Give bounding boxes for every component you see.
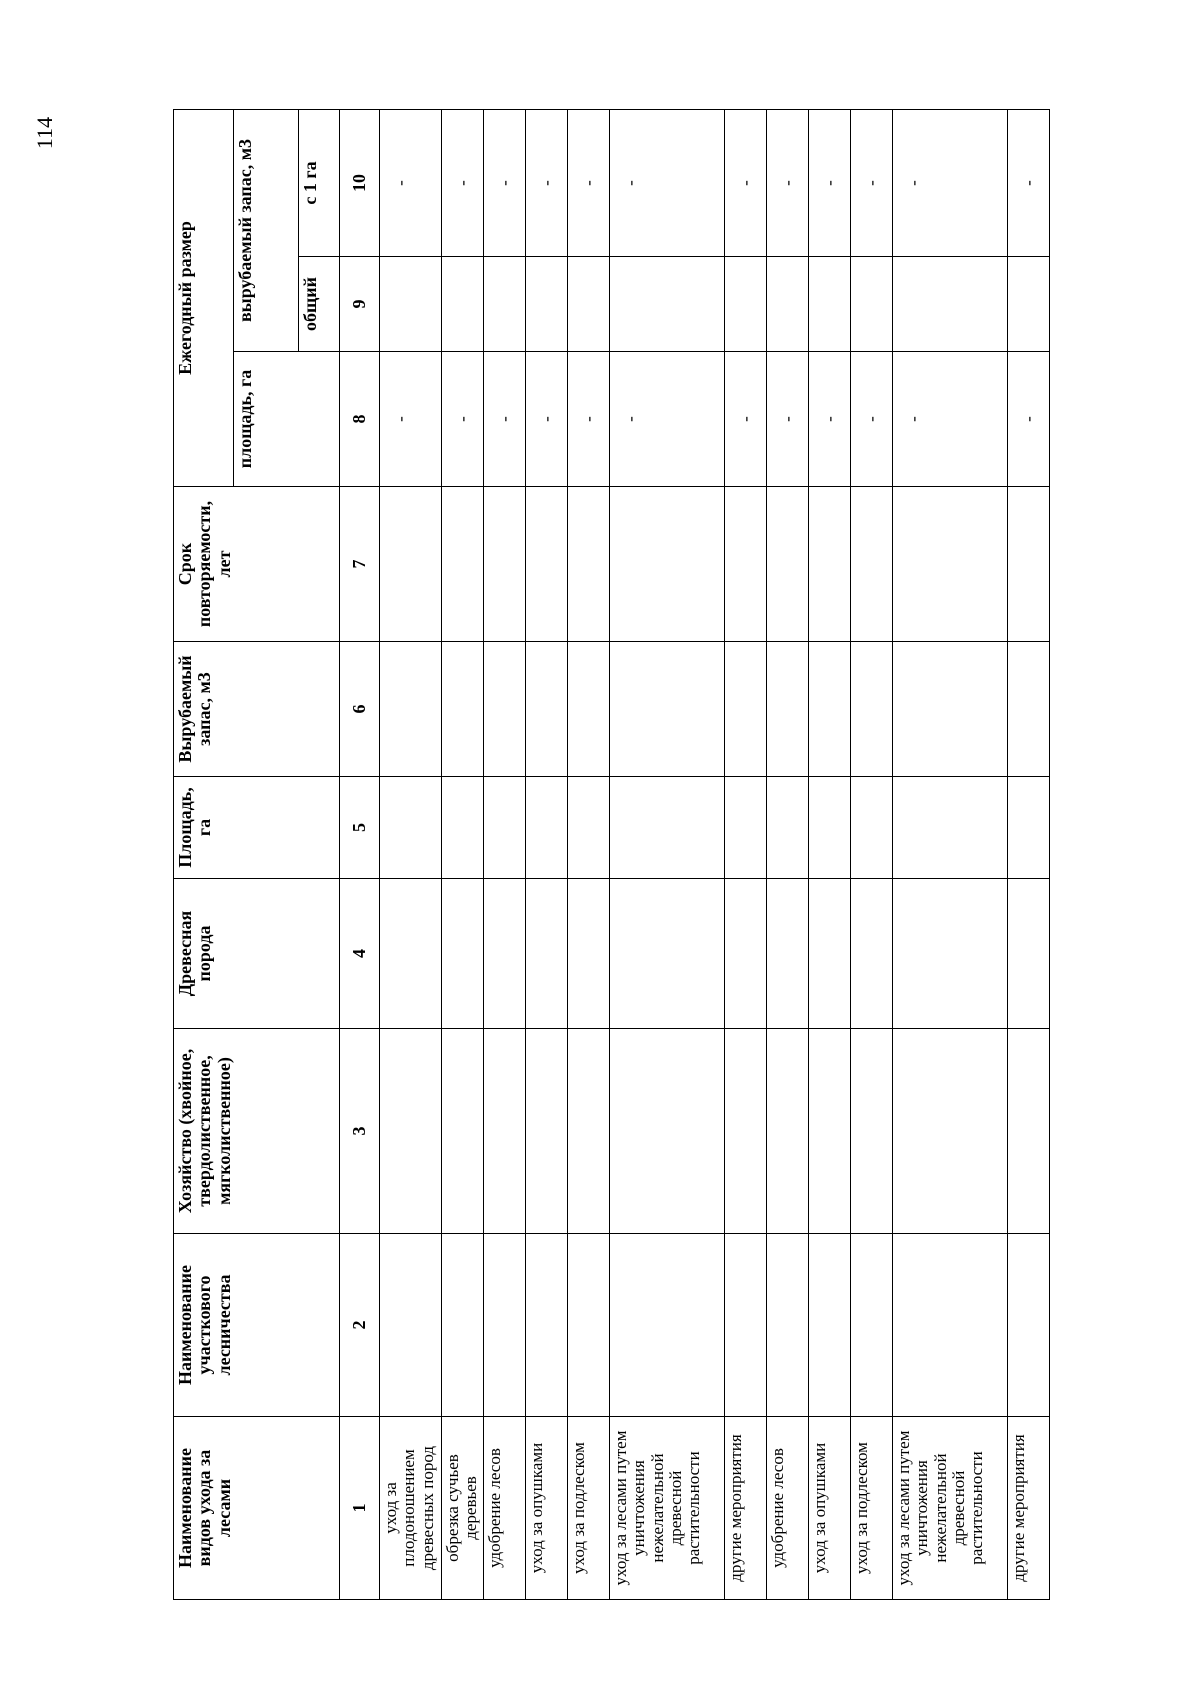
header-district: Наименование участкового лесничества	[174, 1234, 340, 1417]
cell-annual-area: -	[809, 352, 851, 487]
page-number: 114	[32, 116, 57, 150]
table-row	[526, 109, 568, 1599]
cell-annual-area: -	[767, 352, 809, 487]
table-row	[380, 109, 442, 1599]
cell-species	[809, 879, 851, 1029]
cell-stock-per-ha: -	[809, 109, 851, 256]
header-care-type: Наименование видов ухода за лесами	[174, 1417, 340, 1600]
cell-district	[725, 1234, 767, 1417]
column-number-9: 9	[340, 257, 380, 352]
cell-repeat-period	[809, 487, 851, 642]
column-number-7: 7	[340, 487, 380, 642]
row-care-type: уход за плодоношением древесных пород	[380, 1417, 442, 1600]
cell-species	[851, 879, 893, 1029]
cell-farm-type	[610, 1029, 725, 1234]
cell-annual-area: -	[484, 352, 526, 487]
table-row	[442, 109, 484, 1599]
cell-stock-per-ha: -	[893, 109, 1008, 256]
cell-annual-area: -	[526, 352, 568, 487]
cell-district	[851, 1234, 893, 1417]
header-annual-stock: вырубаемый запас, м3	[234, 109, 299, 351]
cell-repeat-period	[610, 487, 725, 642]
cell-stock	[610, 642, 725, 777]
cell-stock-total	[568, 257, 610, 352]
cell-repeat-period	[380, 487, 442, 642]
column-number-2: 2	[340, 1234, 380, 1417]
row-care-type: удобрение лесов	[484, 1417, 526, 1600]
cell-stock-per-ha: -	[1008, 109, 1050, 256]
cell-district	[526, 1234, 568, 1417]
cell-stock-total	[893, 257, 1008, 352]
table-row	[767, 109, 809, 1599]
cell-species	[526, 879, 568, 1029]
cell-stock-total	[767, 257, 809, 352]
cell-species	[1008, 879, 1050, 1029]
cell-species	[442, 879, 484, 1029]
cell-area	[380, 777, 442, 879]
cell-district	[809, 1234, 851, 1417]
cell-repeat-period	[893, 487, 1008, 642]
cell-farm-type	[380, 1029, 442, 1234]
cell-district	[442, 1234, 484, 1417]
cell-stock-total	[526, 257, 568, 352]
cell-area	[442, 777, 484, 879]
cell-species	[725, 879, 767, 1029]
table-row	[568, 109, 610, 1599]
cell-stock-total	[442, 257, 484, 352]
cell-district	[380, 1234, 442, 1417]
cell-repeat-period	[767, 487, 809, 642]
header-annual-size: Ежегодный размер	[174, 109, 234, 486]
cell-repeat-period	[484, 487, 526, 642]
cell-repeat-period	[526, 487, 568, 642]
table-row	[610, 109, 725, 1599]
row-care-type: уход за лесами путем уничтожения нежелательной древесной растительности	[893, 1417, 1008, 1600]
cell-stock	[568, 642, 610, 777]
cell-species	[767, 879, 809, 1029]
row-care-type: уход за подлеском	[568, 1417, 610, 1600]
column-number-6: 6	[340, 642, 380, 777]
cell-farm-type	[851, 1029, 893, 1234]
cell-species	[568, 879, 610, 1029]
header-species: Древесная порода	[174, 879, 340, 1029]
cell-district	[568, 1234, 610, 1417]
table-row	[809, 109, 851, 1599]
cell-farm-type	[568, 1029, 610, 1234]
cell-annual-area: -	[851, 352, 893, 487]
cell-stock-per-ha: -	[568, 109, 610, 256]
forest-care-table	[173, 109, 1050, 1600]
cell-repeat-period	[851, 487, 893, 642]
cell-stock	[1008, 642, 1050, 777]
column-number-1: 1	[340, 1417, 380, 1600]
cell-stock-total	[380, 257, 442, 352]
rotated-table-container	[173, 110, 1078, 1600]
cell-annual-area: -	[442, 352, 484, 487]
table-row	[484, 109, 526, 1599]
cell-district	[484, 1234, 526, 1417]
cell-farm-type	[526, 1029, 568, 1234]
cell-farm-type	[767, 1029, 809, 1234]
cell-farm-type	[725, 1029, 767, 1234]
column-number-10: 10	[340, 109, 380, 256]
column-number-4: 4	[340, 879, 380, 1029]
cell-species	[484, 879, 526, 1029]
table-row	[893, 109, 1008, 1599]
cell-stock-per-ha: -	[725, 109, 767, 256]
cell-stock	[380, 642, 442, 777]
column-number-3: 3	[340, 1029, 380, 1234]
cell-annual-area: -	[380, 352, 442, 487]
cell-stock-per-ha: -	[767, 109, 809, 256]
cell-area	[484, 777, 526, 879]
cell-stock-per-ha: -	[484, 109, 526, 256]
column-number-5: 5	[340, 777, 380, 879]
cell-stock-per-ha: -	[851, 109, 893, 256]
cell-stock	[725, 642, 767, 777]
cell-area	[568, 777, 610, 879]
row-care-type: уход за лесами путем уничтожения нежелательной древесной растительности	[610, 1417, 725, 1600]
cell-area	[526, 777, 568, 879]
cell-stock-total	[809, 257, 851, 352]
table-row	[725, 109, 767, 1599]
row-care-type: другие мероприятия	[1008, 1417, 1050, 1600]
cell-species	[610, 879, 725, 1029]
header-repeat-period: Срок повторяемости, лет	[174, 487, 340, 642]
cell-area	[893, 777, 1008, 879]
cell-stock	[893, 642, 1008, 777]
cell-stock-per-ha: -	[526, 109, 568, 256]
column-number-8: 8	[340, 352, 380, 487]
cell-stock-per-ha: -	[380, 109, 442, 256]
cell-repeat-period	[442, 487, 484, 642]
cell-stock	[442, 642, 484, 777]
cell-annual-area: -	[725, 352, 767, 487]
cell-district	[893, 1234, 1008, 1417]
cell-district	[1008, 1234, 1050, 1417]
cell-annual-area: -	[568, 352, 610, 487]
table-row	[851, 109, 893, 1599]
row-care-type: уход за подлеском	[851, 1417, 893, 1600]
cell-stock-total	[610, 257, 725, 352]
cell-stock	[767, 642, 809, 777]
cell-repeat-period	[568, 487, 610, 642]
row-care-type: обрезка сучьев деревьев	[442, 1417, 484, 1600]
cell-area	[610, 777, 725, 879]
cell-farm-type	[1008, 1029, 1050, 1234]
cell-repeat-period	[725, 487, 767, 642]
cell-area	[725, 777, 767, 879]
header-stock-total: общий	[299, 257, 340, 352]
cell-farm-type	[893, 1029, 1008, 1234]
header-farm-type: Хозяйство (хвойное, твердолиственное, мягколиственное)	[174, 1029, 340, 1234]
header-stock: Вырубаемый запас, м3	[174, 642, 340, 777]
cell-stock-total	[851, 257, 893, 352]
cell-area	[851, 777, 893, 879]
cell-area	[1008, 777, 1050, 879]
cell-annual-area: -	[610, 352, 725, 487]
row-care-type: другие мероприятия	[725, 1417, 767, 1600]
cell-stock-total	[1008, 257, 1050, 352]
cell-stock-total	[725, 257, 767, 352]
cell-area	[767, 777, 809, 879]
cell-species	[380, 879, 442, 1029]
cell-area	[809, 777, 851, 879]
header-area: Площадь, га	[174, 777, 340, 879]
cell-stock	[484, 642, 526, 777]
row-care-type: удобрение лесов	[767, 1417, 809, 1600]
header-annual-area: площадь, га	[234, 352, 340, 487]
cell-species	[893, 879, 1008, 1029]
cell-farm-type	[442, 1029, 484, 1234]
cell-repeat-period	[1008, 487, 1050, 642]
cell-stock-per-ha: -	[610, 109, 725, 256]
cell-district	[767, 1234, 809, 1417]
cell-stock	[526, 642, 568, 777]
cell-stock-per-ha: -	[442, 109, 484, 256]
cell-annual-area: -	[893, 352, 1008, 487]
row-care-type: уход за опушками	[526, 1417, 568, 1600]
table-row	[1008, 109, 1050, 1599]
cell-stock-total	[484, 257, 526, 352]
cell-stock	[809, 642, 851, 777]
cell-farm-type	[484, 1029, 526, 1234]
cell-annual-area: -	[1008, 352, 1050, 487]
cell-farm-type	[809, 1029, 851, 1234]
cell-district	[610, 1234, 725, 1417]
header-stock-per-ha: с 1 га	[299, 109, 340, 256]
row-care-type: уход за опушками	[809, 1417, 851, 1600]
cell-stock	[851, 642, 893, 777]
